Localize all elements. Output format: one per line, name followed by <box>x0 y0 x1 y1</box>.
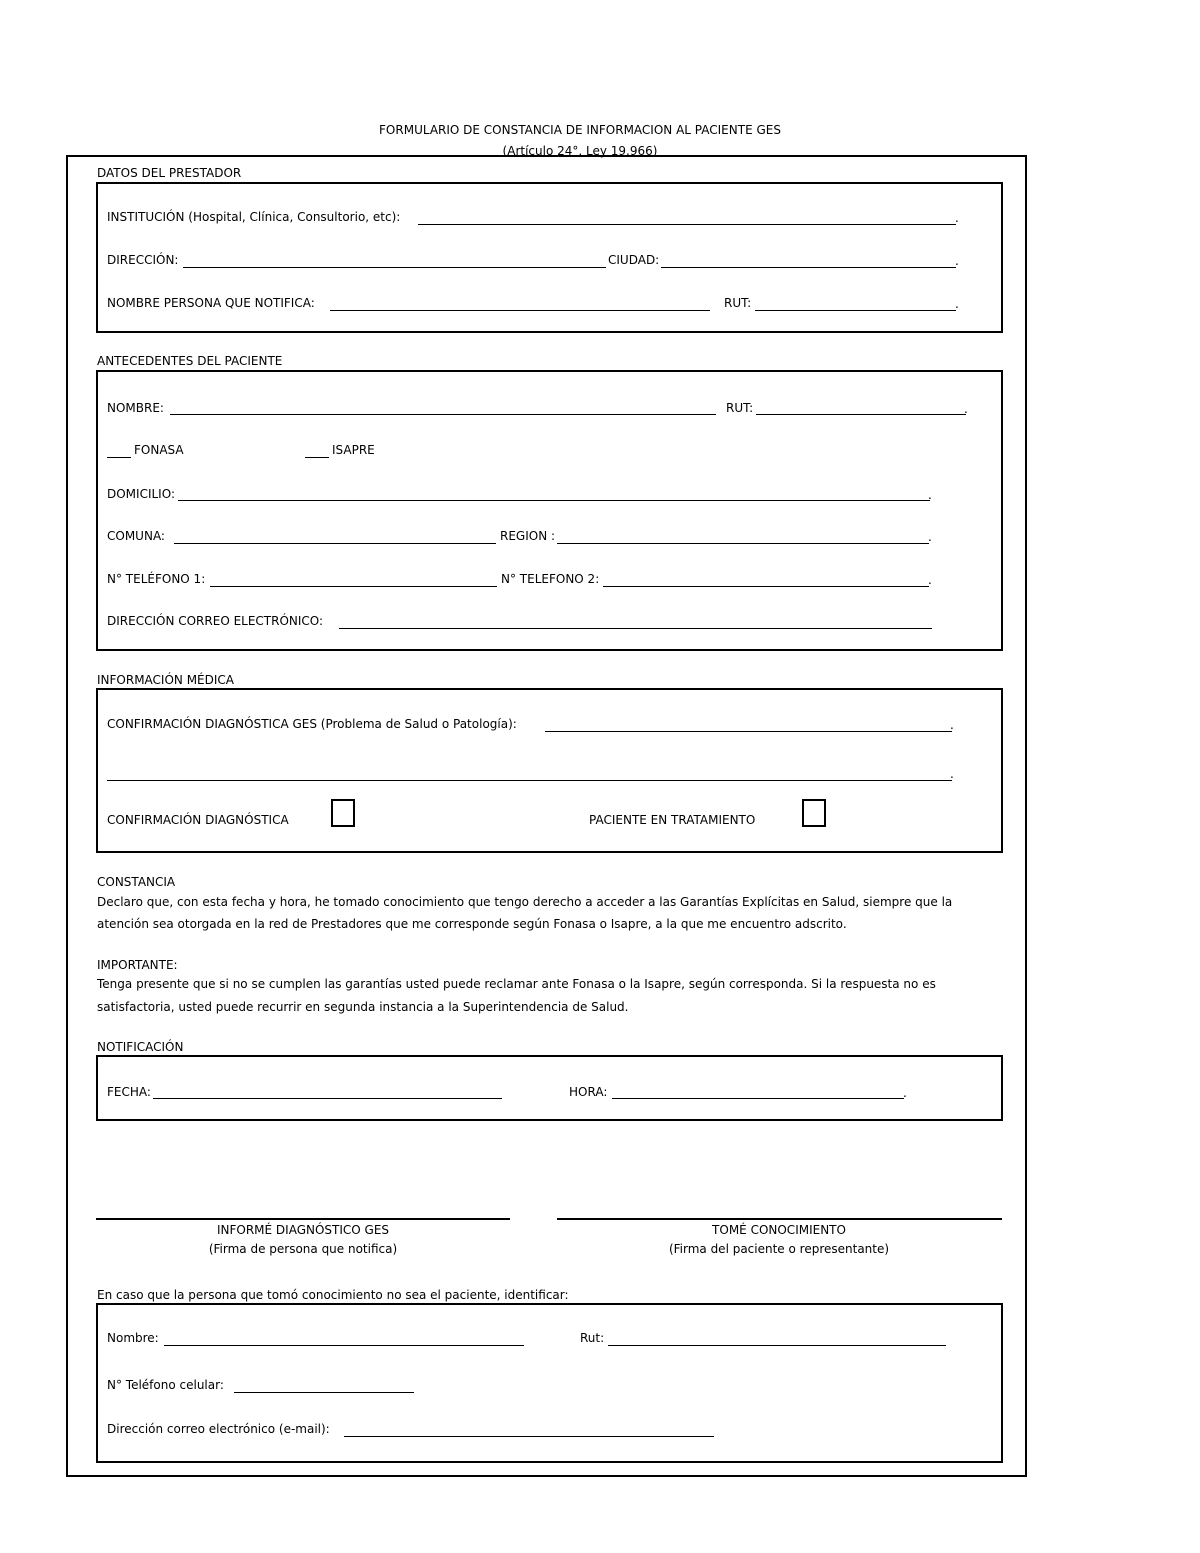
representante-correo-field[interactable] <box>344 1436 714 1437</box>
firma-notifica-sub: (Firma de persona que notifica) <box>208 1242 398 1256</box>
correo-label: DIRECCIÓN CORREO ELECTRÓNICO: <box>107 614 324 628</box>
telefono2-label: N° TELEFONO 2: <box>501 572 600 586</box>
isapre-label: ISAPRE <box>332 443 375 457</box>
representante-intro: En caso que la persona que tomó conocimiento no sea el paciente, identificar: <box>97 1288 569 1302</box>
institucion-field[interactable] <box>418 224 956 225</box>
section-heading-medica: INFORMACIÓN MÉDICA <box>97 673 235 687</box>
section-heading-prestador: DATOS DEL PRESTADOR <box>97 166 242 180</box>
form-subtitle: (Artículo 24°, Ley 19.966) <box>502 144 658 158</box>
section-heading-importante: IMPORTANTE: <box>97 958 178 972</box>
paciente-nombre-label: NOMBRE: <box>107 401 164 415</box>
confirmacion-ges-dot: . <box>950 718 954 732</box>
paciente-rut-dot: . <box>964 402 968 416</box>
paciente-rut-label: RUT: <box>726 401 754 415</box>
ciudad-field[interactable] <box>661 267 956 268</box>
hora-dot: . <box>903 1086 907 1100</box>
notificacion-box <box>96 1055 1003 1121</box>
medica-box <box>96 688 1003 853</box>
representante-nombre-field[interactable] <box>164 1345 524 1346</box>
form-title: FORMULARIO DE CONSTANCIA DE INFORMACION AL PACIENTE GES <box>379 123 781 137</box>
firma-notifica-line[interactable] <box>96 1218 510 1220</box>
rut-notifica-label: RUT: <box>724 296 752 310</box>
ciudad-dot: . <box>955 254 959 268</box>
confirmacion-ges-label: CONFIRMACIÓN DIAGNÓSTICA GES (Problema de Salud o Patología): <box>107 717 517 731</box>
confirmacion-ges-dot-2: . <box>950 767 954 781</box>
nombre-notifica-label: NOMBRE PERSONA QUE NOTIFICA: <box>107 296 315 310</box>
telefono2-field[interactable] <box>603 586 929 587</box>
institucion-label: INSTITUCIÓN (Hospital, Clínica, Consultorio, etc): <box>107 210 401 224</box>
confirmacion-ges-field-2[interactable] <box>107 780 952 781</box>
fonasa-mark-field[interactable] <box>107 457 131 458</box>
domicilio-dot: . <box>928 488 932 502</box>
correo-field[interactable] <box>339 628 932 629</box>
isapre-mark-field[interactable] <box>305 457 329 458</box>
firma-paciente-sub: (Firma del paciente o representante) <box>668 1242 890 1256</box>
confirmacion-diagnostica-label: CONFIRMACIÓN DIAGNÓSTICA <box>107 813 289 827</box>
firma-paciente-title: TOMÉ CONOCIMIENTO <box>712 1223 846 1237</box>
paciente-box <box>96 370 1003 651</box>
representante-box <box>96 1303 1003 1463</box>
comuna-label: COMUNA: <box>107 529 165 543</box>
hora-field[interactable] <box>612 1098 904 1099</box>
ciudad-label: CIUDAD: <box>608 253 660 267</box>
paciente-nombre-field[interactable] <box>170 414 716 415</box>
telefono2-dot: . <box>928 573 932 587</box>
region-label: REGION : <box>500 529 556 543</box>
importante-line-2: satisfactoria, usted puede recurrir en segunda instancia a la Superintendencia de Salud. <box>97 1000 629 1014</box>
representante-rut-label: Rut: <box>580 1331 605 1345</box>
representante-telefono-field[interactable] <box>234 1392 414 1393</box>
importante-line-1: Tenga presente que si no se cumplen las garantías usted puede reclamar ante Fonasa o la Isapre, según corresponda. Si la respuesta no es <box>97 977 936 991</box>
fecha-label: FECHA: <box>107 1085 151 1099</box>
representante-rut-field[interactable] <box>608 1345 946 1346</box>
fecha-field[interactable] <box>153 1098 502 1099</box>
paciente-rut-field[interactable] <box>756 414 966 415</box>
representante-nombre-label: Nombre: <box>107 1331 159 1345</box>
paciente-tratamiento-checkbox[interactable] <box>802 799 826 827</box>
hora-label: HORA: <box>569 1085 608 1099</box>
telefono1-label: N° TELÉFONO 1: <box>107 572 206 586</box>
fonasa-label: FONASA <box>134 443 184 457</box>
representante-correo-label: Dirección correo electrónico (e-mail): <box>107 1422 330 1436</box>
representante-telefono-label: N° Teléfono celular: <box>107 1378 224 1392</box>
comuna-field[interactable] <box>174 543 496 544</box>
paciente-tratamiento-label: PACIENTE EN TRATAMIENTO <box>589 813 756 827</box>
firma-notifica-title: INFORMÉ DIAGNÓSTICO GES <box>216 1223 390 1237</box>
constancia-line-1: Declaro que, con esta fecha y hora, he tomado conocimiento que tengo derecho a acceder a las Garantías Explícitas en Salud, siempre que la <box>97 895 953 909</box>
direccion-label: DIRECCIÓN: <box>107 253 179 267</box>
constancia-line-2: atención sea otorgada en la red de Prestadores que me corresponde según Fonasa o Isapre, a la que me encuentro adscrito. <box>97 917 847 931</box>
nombre-notifica-field[interactable] <box>330 310 710 311</box>
section-heading-notificacion: NOTIFICACIÓN <box>97 1040 184 1054</box>
domicilio-label: DOMICILIO: <box>107 487 175 501</box>
direccion-field[interactable] <box>183 267 606 268</box>
region-field[interactable] <box>557 543 929 544</box>
region-dot: . <box>928 530 932 544</box>
firma-paciente-line[interactable] <box>557 1218 1002 1220</box>
rut-notifica-field[interactable] <box>755 310 956 311</box>
domicilio-field[interactable] <box>178 500 930 501</box>
section-heading-constancia: CONSTANCIA <box>97 875 176 889</box>
institucion-dot: . <box>955 211 959 225</box>
confirmacion-ges-field[interactable] <box>545 731 952 732</box>
confirmacion-diagnostica-checkbox[interactable] <box>331 799 355 827</box>
telefono1-field[interactable] <box>210 586 497 587</box>
section-heading-paciente: ANTECEDENTES DEL PACIENTE <box>97 354 283 368</box>
rut-notifica-dot: . <box>955 297 959 311</box>
